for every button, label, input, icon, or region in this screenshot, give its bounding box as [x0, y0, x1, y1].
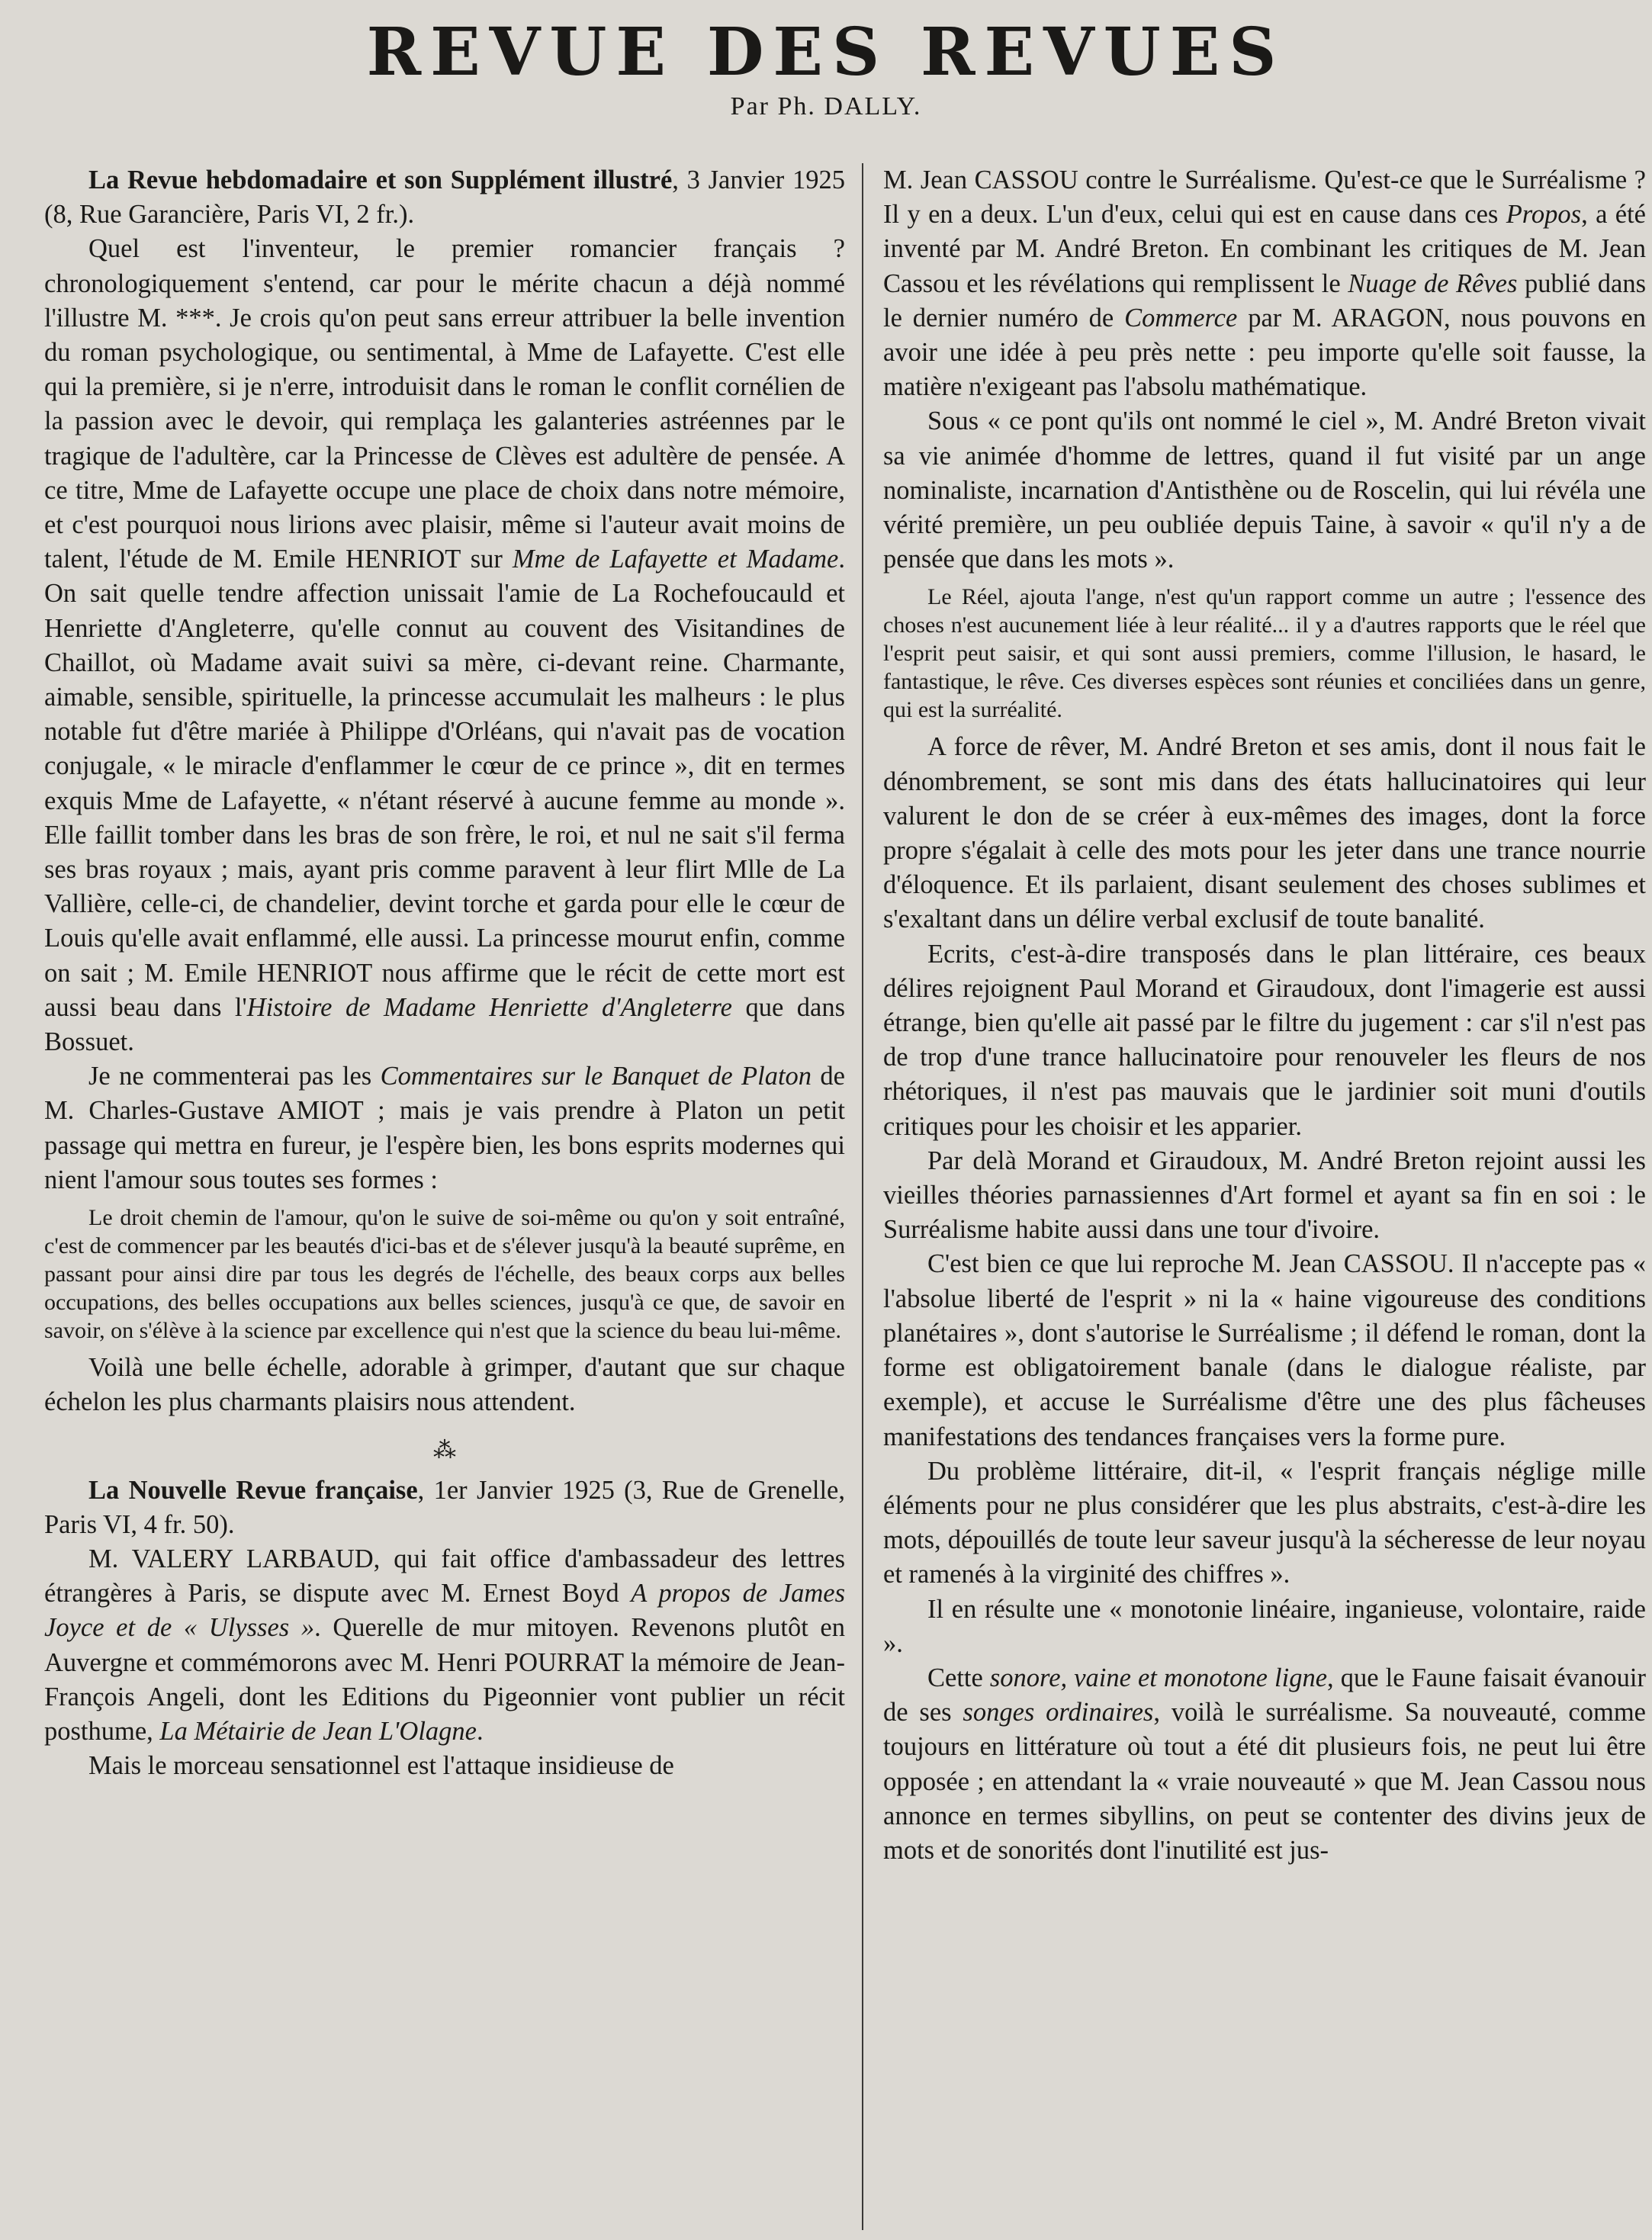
block-quote: Le droit chemin de l'amour, qu'on le suive de soi-même ou qu'on y soit entraîné, c'est de commencer par les beautés d'ici-bas et de s'élever jusqu'à la beauté suprême, en passant pour ainsi dire par tous les degrés de l'échelle, des beaux corps aux belles occupations, des belles occupations aux belles sciences, jusqu'à ce que, de savoir en savoir, on s'élève à la science par excellence qui n'est que la science du beau lui-même. — [44, 1205, 845, 1344]
text-run: , voilà le surréalisme. Sa nouveauté, comme toujours en littérature où tout a été dit plusieurs fois, ne peut lui être opposée ; en attendant la « vraie nouveauté » que M. Jean Cassou nous annonce en termes sibyllins, on peut se contenter des divins jeux de mots et de sonorités dont l'inutilité est jus- — [883, 1698, 1646, 1865]
journal-name: La Nouvelle Revue française — [88, 1475, 418, 1505]
journal-info: , 1er Janvier 1925 (3, Rue de Grenelle, Paris VI, 4 fr. 50). — [44, 1475, 845, 1539]
journal-info: , 3 Janvier 1925 (8, Rue Garancière, Paris VI, 2 fr.). — [44, 166, 845, 230]
left-column — [44, 163, 845, 2230]
paragraph — [883, 1661, 1646, 1868]
column-divider — [862, 163, 863, 2230]
byline: Par Ph. DALLY. — [730, 92, 922, 121]
paragraph: C'est bien ce que lui reproche M. Jean CASSOU. Il n'accepte pas « l'absolue liberté de l'esprit » ni la « haine vigoureuse des conditions planétaires », dont s'autorise le Surréalisme ; il défend le roman, dont la forme est obligatoirement banale (dans le dialogue réaliste, par exemple), et accuse le Surréalisme d'être une des plus fâcheuses manifestations des tendances françaises vers la forme pure. — [883, 1249, 1646, 1451]
text-run: publié dans le dernier numéro de — [883, 268, 1646, 333]
journal-name: La Revue hebdomadaire et son Supplément illustré — [88, 166, 673, 194]
paragraph — [44, 1542, 845, 1749]
text-run: . — [476, 1716, 484, 1746]
paragraph: Ecrits, c'est-à-dire transposés dans le plan littéraire, ces beaux délires rejoignent Paul Morand et Giraudoux, dont l'imagerie est aussi étrange, bien qu'elle ait passé par le filtre du jugement : car s'il n'est pas de trop d'une trance hallucinatoire pour renouveler les fleurs de nos rhétoriques, il n'est pas mauvais que le jardinier soit muni d'outils critiques pour les choisir et les apparier. — [883, 939, 1646, 1141]
work-title: Commerce — [1124, 303, 1238, 333]
work-title: Histoire de Madame Henriette d'Angleterre — [246, 992, 732, 1022]
text-run: Je ne commenterai pas les — [88, 1062, 381, 1091]
text-run: . On sait quelle tendre affection unissait l'amie de La Rochefoucauld et Henriette d'Angleterre, qu'elle connut au couvent des Visitandines de Chaillot, où Madame avait suivi sa mère, ci-devant reine. Charmante, aimable, sensible, spirituelle, la princesse accumulait les malheurs : le plus notable fut d'être mariée à Philippe d'Orléans, qui n'avait pas de vocation conjugale, « le miracle d'enflammer le cœur de ce prince », dit en termes exquis Mme de Lafayette, « n'étant réservé à aucune femme au monde ». Elle faillit tomber dans les bras de son frère, le roi, et nul ne sait s'il ferma ses bras royaux ; mais, ayant pris comme paravent à leur flirt Mlle de La Vallière, celle-ci, de chandelier, devint torche et garda pour elle le cœur de Louis qu'elle avait enflammé, elle aussi. La princesse mourut enfin, comme on sait ; M. Emile HENRIOT nous affirme que le récit de cette mort est aussi beau dans l' — [44, 545, 845, 1022]
section-heading-nrf — [44, 1474, 845, 1542]
paragraph: A force de rêver, M. André Breton et ses amis, dont il nous fait le dénombrement, se sont mis dans des états hallucinatoires qui leur valurent le don de se créer à eux-mêmes des images, dont la force propre s'égalait à celle des mots pour les jeter dans une trance nourrie d'éloquence. Et ils parlaient, disant seulement des choses sublimes et s'exaltant dans un délire verbal exclusif de toute banalité. — [883, 732, 1646, 934]
paragraph — [44, 232, 845, 1059]
text-run: Quel est l'inventeur, le premier romancier français ? chronologiquement s'entend, car pour le mérite chacun a déjà nommé l'illustre M. ***. Je crois qu'on peut sans erreur attribuer la belle invention du roman psychologique, ou sentimental, à Mme de Lafayette. C'est elle qui la première, si je n'erre, introduisit dans le roman le conflit cornélien de la passion avec le devoir, qui remplaça les galanteries astréennes par le tragique de l'adultère, car la Princesse de Clèves est adultère de pensée. A ce titre, Mme de Lafayette occupe une place de choix dans notre mémoire, et c'est pourquoi nous lirions avec plaisir, même si l'auteur avait moins de talent, l'étude de M. Emile HENRIOT sur — [44, 234, 845, 574]
paragraph: Du problème littéraire, dit-il, « l'esprit français néglige mille éléments pour ne plus considérer que les plus abstraits, c'est-à-dire les mots, dépouillés de toute leur saveur jusqu'à la sécheresse de leur noyau et ramenés à la virginité des chiffres ». — [883, 1456, 1646, 1589]
paragraph: Voilà une belle échelle, adorable à grimper, d'autant que sur chaque échelon les plus charmants plaisirs nous attendent. — [44, 1353, 845, 1417]
masthead — [0, 14, 1652, 121]
work-title: songes ordinaires — [963, 1698, 1154, 1727]
text-run: , que le Faune faisait évanouir de ses — [883, 1663, 1646, 1727]
text-run: de M. Charles-Gustave AMIOT ; mais je vais prendre à Platon un petit passage qui mettra en fureur, je l'espère bien, les bons esprits modernes qui nient l'amour sous toutes ses formes : — [44, 1062, 845, 1194]
paragraph — [883, 163, 1646, 404]
text-run: , a été inventé par M. André Breton. En combinant les critiques de M. Jean Cassou et les révélations qui remplissent le — [883, 200, 1646, 298]
work-title: La Métairie de Jean L'Olagne — [159, 1716, 477, 1746]
text-run: M. VALERY LARBAUD, qui fait office d'ambassadeur des lettres étrangères à Paris, se dispute avec M. Ernest Boyd — [44, 1544, 845, 1608]
paragraph: Mais le morceau sensationnel est l'attaque insidieuse de — [88, 1751, 674, 1781]
paragraph: Il en résulte une « monotonie linéaire, inganieuse, volontaire, raide ». — [883, 1594, 1646, 1658]
section-separator: ⁂ — [433, 1437, 456, 1463]
paragraph: Par delà Morand et Giraudoux, M. André Breton rejoint aussi les vieilles théories parnassiennes d'Art formel et ayant sa fin en soi : le Surréalisme habite aussi dans une tour d'ivoire. — [883, 1146, 1646, 1245]
paragraph: Sous « ce pont qu'ils ont nommé le ciel », M. André Breton vivait sa vie animée d'homme de lettres, quand il fut visité par un ange nominaliste, incarnation d'Antisthène ou de Roscelin, qui lui révéla une vérité première, un peu oubliée depuis Taine, à savoir « qu'il n'y a de pensée que dans les mots ». — [883, 407, 1646, 574]
work-title: Nuage de Rêves — [1348, 268, 1518, 298]
block-quote: Le Réel, ajouta l'ange, n'est qu'un rapport comme un autre ; l'essence des choses n'est aucunement liée à leur réalité... il y a d'autres rapports que le réel que l'esprit peut saisir, et qui sont aussi premiers, comme l'illusion, le hasard, le fantastique, le rêve. Ces diverses espèces sont réunies et conciliées dans un genre, qui est la surréalité. — [883, 584, 1646, 723]
text-run: que dans Bossuet. — [44, 992, 845, 1057]
text-run: par M. ARAGON, nous pouvons en avoir une idée à peu près nette : peu importe qu'elle soit fausse, la matière n'exigeant pas l'absolu mathématique. — [883, 303, 1646, 402]
work-title: Propos — [1506, 200, 1582, 230]
work-title: Commentaires sur le Banquet de Platon — [380, 1062, 812, 1091]
page-title: REVUE DES REVUES — [366, 14, 1286, 91]
paragraph — [44, 1059, 845, 1197]
text-run: Cette — [927, 1663, 990, 1692]
right-column — [883, 163, 1646, 2230]
section-heading-revue-hebdomadaire — [44, 163, 845, 232]
work-title: sonore, vaine et monotone ligne — [989, 1663, 1328, 1692]
work-title: Mme de Lafayette et Madame — [512, 545, 839, 574]
work-title: A propos de James Joyce et de « Ulysses » — [44, 1579, 845, 1643]
text-run: . Querelle de mur mitoyen. Revenons plutôt en Auvergne et commémorons avec M. Henri POURRAT la mémoire de Jean-François Angeli, dont les Editions du Pigeonnier vont publier un récit posthume, — [44, 1613, 845, 1746]
text-run: M. Jean CASSOU contre le Surréalisme. Qu'est-ce que le Surréalisme ? Il y en a deux. L'un d'eux, celui qui est en cause dans ces — [883, 166, 1646, 230]
